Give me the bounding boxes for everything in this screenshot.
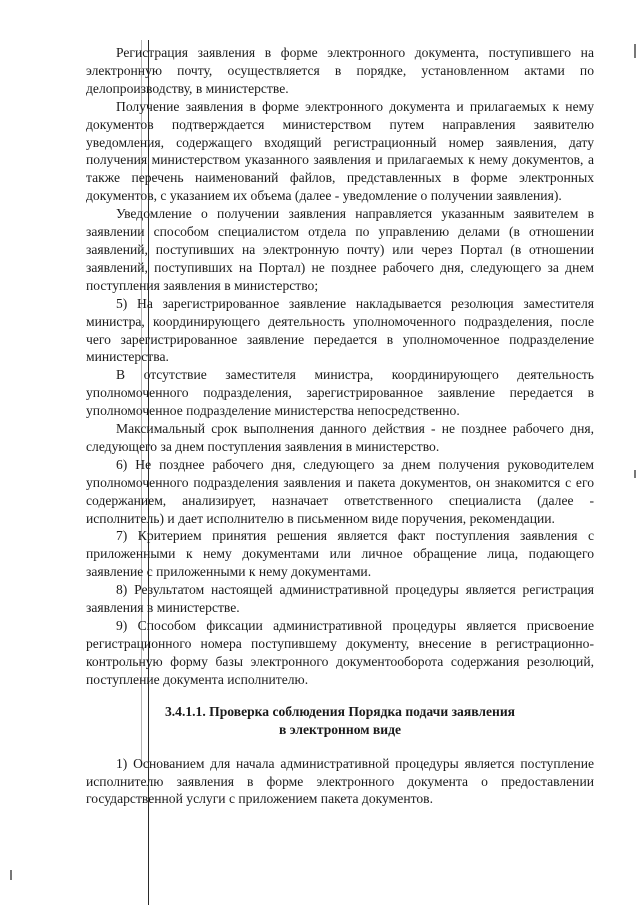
paragraph-item-5: 5) На зарегистрированное заявление накладывается резолюция заместителя министра, координирующего деятельность уполномоченного подразделения, после чего зарегистрированное заявление передается в уполномоченное подразделение министерства. xyxy=(86,295,594,365)
paragraph-item-6: 6) Не позднее рабочего дня, следующего за днем получения руководителем уполномоченного подразделения заявления и пакета документов, он знакомится с его содержанием, анализирует, назначает ответственного специалиста (далее - исполнитель) и дает исполнителю в письменном виде поручения, рекомендации. xyxy=(86,456,594,526)
scan-edge-mark xyxy=(10,870,12,880)
section-heading-line2: в электронном виде xyxy=(278,721,401,737)
paragraph-max-term: Максимальный срок выполнения данного действия - не позднее рабочего дня, следующего за днем поступления заявления в министерство. xyxy=(86,421,594,454)
paragraph-absence-deputy: В отсутствие заместителя министра, координирующего деятельность уполномоченного подразделения, зарегистрированное заявление передается в уполномоченное подразделение министерства непосредственно. xyxy=(86,367,594,419)
paragraph-item-7: 7) Критерием принятия решения является факт поступления заявления с приложенными к нему документами или личное обращение лица, подающего заявление с приложенными к нему документами. xyxy=(86,528,594,580)
paragraph-item-8: 8) Результатом настоящей административной процедуры является регистрация заявления в министерстве. xyxy=(86,582,594,616)
paragraph-notification: Уведомление о получении заявления направляется указанным заявителем в заявлении способом специалистом отдела по управлению делами (в отношении заявлений, поступивших на электронную почту) или через Портал (в отношении заявлений, поступивших на Портал) не позднее рабочего дня, следующего за днем поступления заявления в министерство; xyxy=(86,206,594,293)
section-heading-line1: 3.4.1.1. Проверка соблюдения Порядка подачи заявления xyxy=(164,703,516,719)
paragraph-item-9: 9) Способом фиксации административной процедуры является присвоение регистрационного номера поступившему документу, внесение в регистрационно-контрольную форму базы электронного документооборота содержания резолюций, поступление документа исполнителю. xyxy=(86,618,594,687)
section-heading xyxy=(86,703,594,739)
paragraph-registration: Регистрация заявления в форме электронного документа, поступившего на электронную почту, осуществляется в порядке, установленном актами по делопроизводству, в министерстве. xyxy=(86,45,594,96)
document-body xyxy=(86,44,594,808)
scan-edge-mark xyxy=(634,44,636,58)
paragraph-item-1: 1) Основанием для начала административной процедуры является поступление исполнителю заявления в форме электронного документа о предоставлении государственной услуги с приложением пакета документов. xyxy=(86,755,594,807)
paragraph-receipt-confirmation: Получение заявления в форме электронного документа и прилагаемых к нему документов подтверждается министерством путем направления заявителю уведомления, содержащего входящий регистрационный номер заявления, дату получения министерством указанного заявления и прилагаемых к нему документов, а также перечень наименований файлов, представленных в форме электронных документов, с указанием их объема (далее - уведомление о получении заявления). xyxy=(86,98,594,204)
scan-edge-mark xyxy=(634,470,636,478)
